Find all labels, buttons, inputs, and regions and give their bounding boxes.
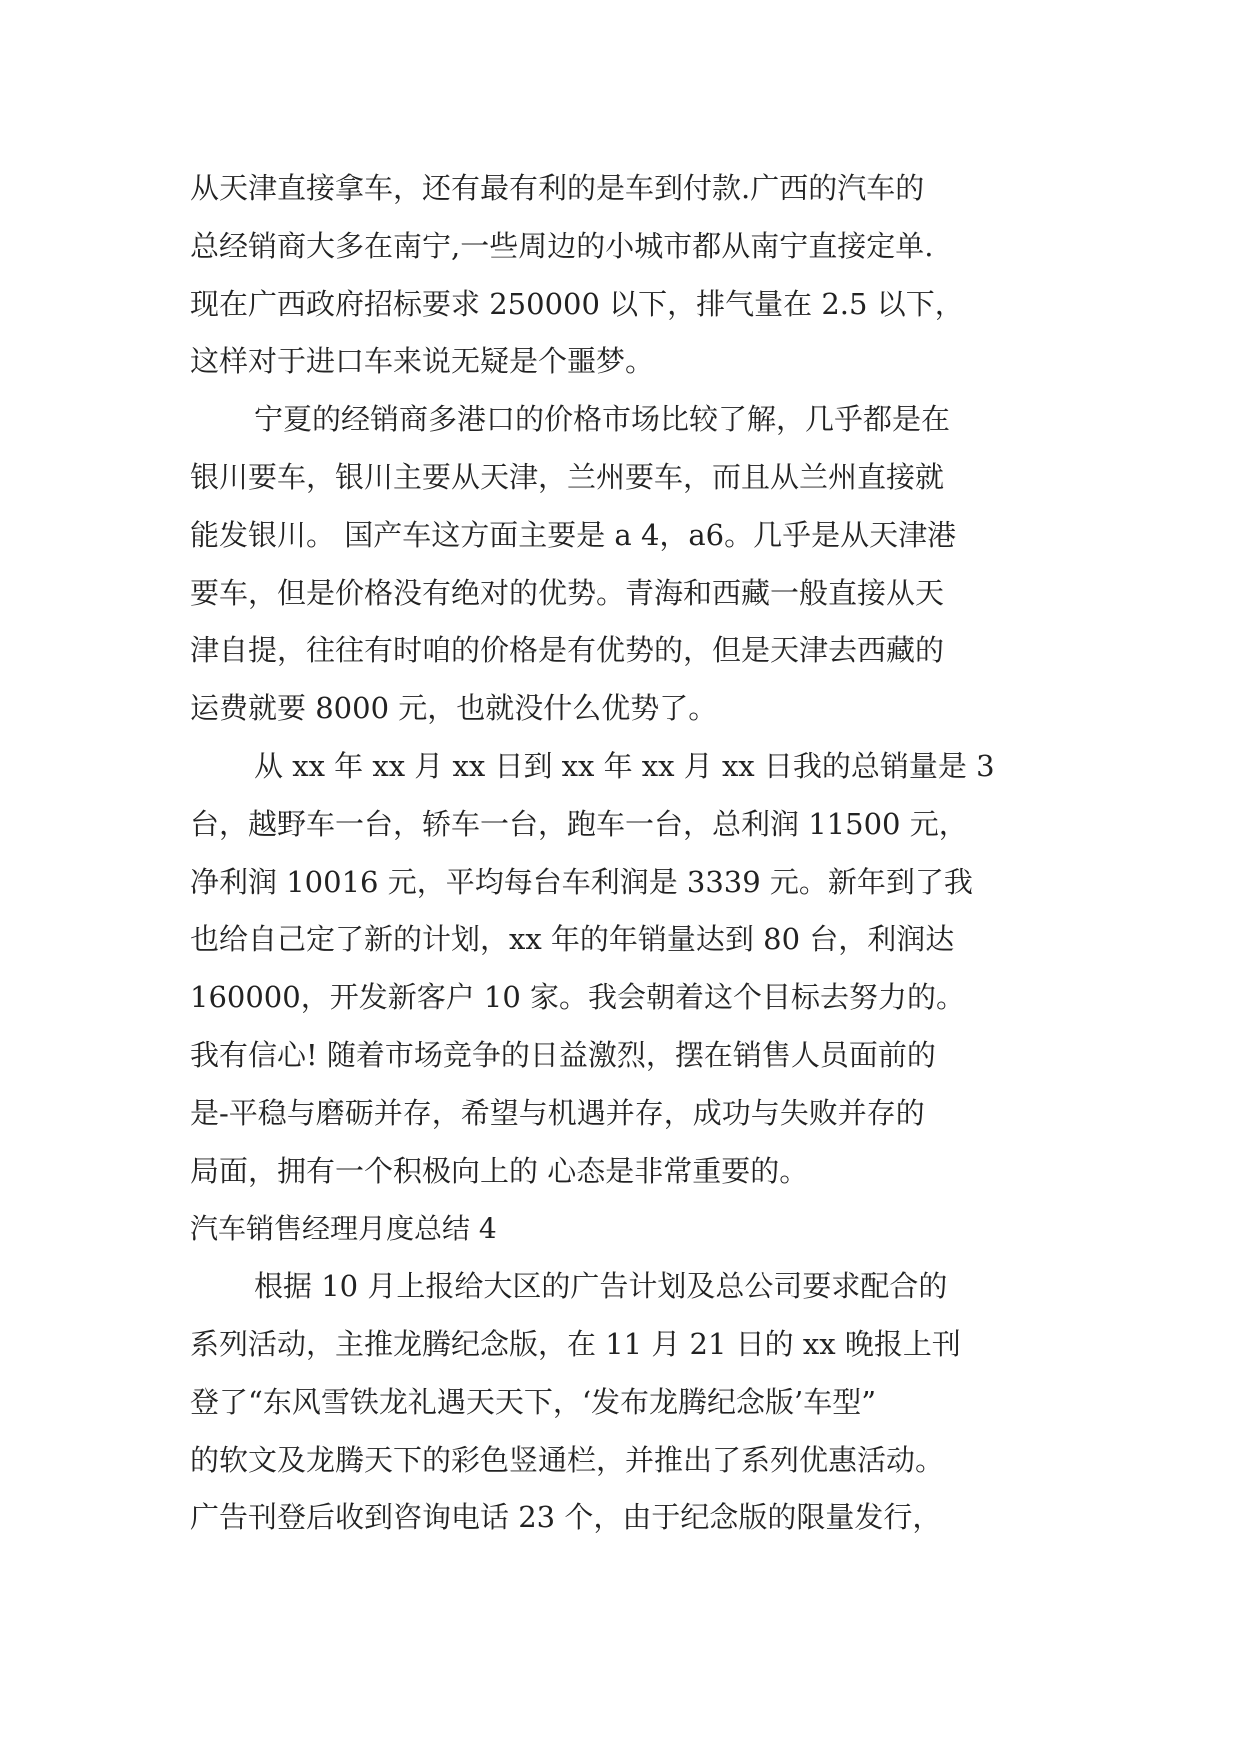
text-line: 总经销商大多在南宁,一些周边的小城市都从南宁直接定单.	[190, 228, 934, 263]
paragraph-first-line: 宁夏的经销商多港口的价格市场比较了解，几乎都是在	[254, 402, 951, 437]
text-line: 银川要车，银川主要从天津，兰州要车，而且从兰州直接就	[190, 459, 945, 494]
text-line: 登了“东风雪铁龙礼遇天天下，‘发布龙腾纪念版’车型”	[190, 1384, 877, 1419]
section-heading: 汽车销售经理月度总结 4	[190, 1212, 497, 1246]
text-line: 我有信心! 随着市场竞争的日益激烈，摆在销售人员面前的	[190, 1037, 936, 1072]
text-line: 也给自己定了新的计划，xx 年的年销量达到 80 台，利润达	[190, 922, 955, 957]
text-line: 160000，开发新客户 10 家。我会朝着这个目标去努力的。	[190, 980, 966, 1015]
text-line: 广告刊登后收到咨询电话 23 个，由于纪念版的限量发行，	[190, 1500, 942, 1535]
text-line: 局面，拥有一个积极向上的 心态是非常重要的。	[190, 1153, 809, 1188]
text-line: 从天津直接拿车，还有最有利的是车到付款.广西的汽车的	[190, 171, 925, 205]
paragraph-first-line: 根据 10 月上报给大区的广告计划及总公司要求配合的	[254, 1269, 948, 1304]
text-line: 运费就要 8000 元，也就没什么优势了。	[190, 691, 718, 726]
paragraph-first-line: 从 xx 年 xx 月 xx 日到 xx 年 xx 月 xx 日我的总销量是 3	[254, 748, 995, 783]
text-line: 要车，但是价格没有绝对的优势。青海和西藏一般直接从天	[190, 575, 945, 610]
text-line: 净利润 10016 元，平均每台车利润是 3339 元。新年到了我	[190, 864, 973, 899]
text-line: 津自提，往往有时咱的价格是有优势的，但是天津去西藏的	[190, 633, 945, 668]
text-line: 现在广西政府招标要求 250000 以下，排气量在 2.5 以下，	[190, 286, 964, 321]
text-line: 这样对于进口车来说无疑是个噩梦。	[190, 344, 655, 379]
text-line: 的软文及龙腾天下的彩色竖通栏，并推出了系列优惠活动。	[190, 1442, 945, 1477]
text-line: 系列活动，主推龙腾纪念版，在 11 月 21 日的 xx 晚报上刊	[190, 1326, 961, 1361]
text-line: 台，越野车一台，轿车一台，跑车一台，总利润 11500 元，	[190, 806, 968, 841]
text-line: 能发银川。 国产车这方面主要是 a 4，a6。几乎是从天津港	[190, 517, 957, 552]
document-body	[190, 160, 1060, 1547]
text-line: 是-平稳与磨砺并存，希望与机遇并存，成功与失败并存的	[190, 1095, 925, 1130]
